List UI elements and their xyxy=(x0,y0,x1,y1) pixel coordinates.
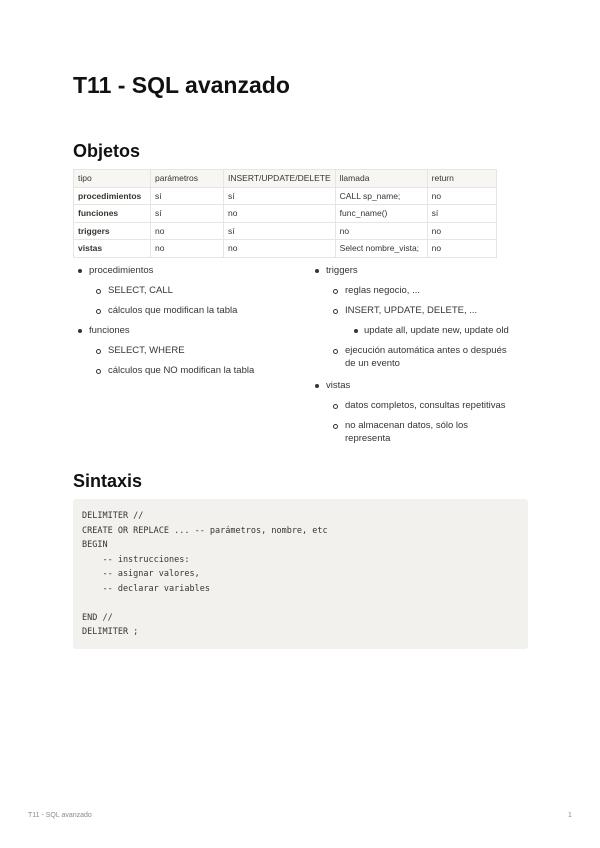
list-item: INSERT, UPDATE, DELETE, ... xyxy=(310,304,535,324)
code-line: END // xyxy=(82,612,113,623)
table-cell: Select nombre_vista; xyxy=(335,240,427,258)
code-line: DELIMITER ; xyxy=(82,627,139,637)
left-bullet-list xyxy=(73,264,303,384)
table-cell: sí xyxy=(151,205,224,223)
list-item: procedimientos xyxy=(73,264,303,284)
list-item: reglas negocio, ... xyxy=(310,284,535,304)
table-header-cell: tipo xyxy=(74,170,151,188)
list-item-line: ejecución automática antes o después xyxy=(345,345,507,356)
footer-title: T11 - SQL avanzado xyxy=(28,812,92,819)
table-cell: no xyxy=(427,240,496,258)
table-cell: no xyxy=(335,222,427,240)
code-line: -- asignar valores, xyxy=(82,569,200,579)
table-row xyxy=(74,205,497,223)
table-cell: sí xyxy=(427,205,496,223)
table-cell: no xyxy=(427,187,496,205)
page-title: T11 - SQL avanzado xyxy=(73,72,290,98)
table-cell: no xyxy=(224,240,336,258)
table-cell: sí xyxy=(224,187,336,205)
section-heading-objetos: Objetos xyxy=(73,141,141,161)
list-item: funciones xyxy=(73,324,303,344)
list-item: SELECT, WHERE xyxy=(73,344,303,364)
code-line: CREATE OR REPLACE ... -- parámetros, nombre, etc xyxy=(82,525,328,536)
list-item: cálculos que modifican la tabla xyxy=(73,304,303,324)
code-line xyxy=(82,596,519,611)
list-item: update all, update new, update old xyxy=(310,324,535,344)
list-item-line: representa xyxy=(345,433,391,444)
table-cell: no xyxy=(427,222,496,240)
table-row xyxy=(74,222,497,240)
table-cell: sí xyxy=(151,187,224,205)
table-cell: triggers xyxy=(74,222,151,240)
table-cell: funciones xyxy=(74,205,151,223)
section-heading-sintaxis: Sintaxis xyxy=(73,471,143,491)
table-header-cell: parámetros xyxy=(151,170,224,188)
code-line: BEGIN xyxy=(82,540,108,550)
table-cell: no xyxy=(151,240,224,258)
table-cell: no xyxy=(224,205,336,223)
list-item-line: no almacenan datos, sólo los xyxy=(345,420,469,431)
code-line: DELIMITER // xyxy=(82,511,144,521)
code-line: -- instrucciones: xyxy=(82,554,190,565)
list-item xyxy=(310,419,535,449)
code-block xyxy=(73,499,528,649)
page-number: 1 xyxy=(568,812,572,819)
list-item: SELECT, CALL xyxy=(73,284,303,304)
list-item xyxy=(310,344,535,379)
table-header-cell: return xyxy=(427,170,496,188)
list-item: vistas xyxy=(310,379,535,399)
table-header-cell: INSERT/UPDATE/DELETE xyxy=(224,170,336,188)
list-item: cálculos que NO modifican la tabla xyxy=(73,364,303,384)
list-item: triggers xyxy=(310,264,535,284)
table-cell: no xyxy=(151,222,224,240)
table-row xyxy=(74,187,497,205)
table-header-row xyxy=(74,170,497,188)
table-cell: procedimientos xyxy=(74,187,151,205)
table-row xyxy=(74,240,497,258)
table-header-cell: llamada xyxy=(335,170,427,188)
table-cell: func_name() xyxy=(335,205,427,223)
table-cell: CALL sp_name; xyxy=(335,187,427,205)
list-item: datos completos, consultas repetitivas xyxy=(310,399,535,419)
table-cell: vistas xyxy=(74,240,151,258)
right-bullet-list xyxy=(310,264,535,449)
table-cell: sí xyxy=(224,222,336,240)
code-line: -- declarar variables xyxy=(82,583,210,594)
list-item-line: de un evento xyxy=(345,358,400,369)
objects-table xyxy=(73,169,497,258)
